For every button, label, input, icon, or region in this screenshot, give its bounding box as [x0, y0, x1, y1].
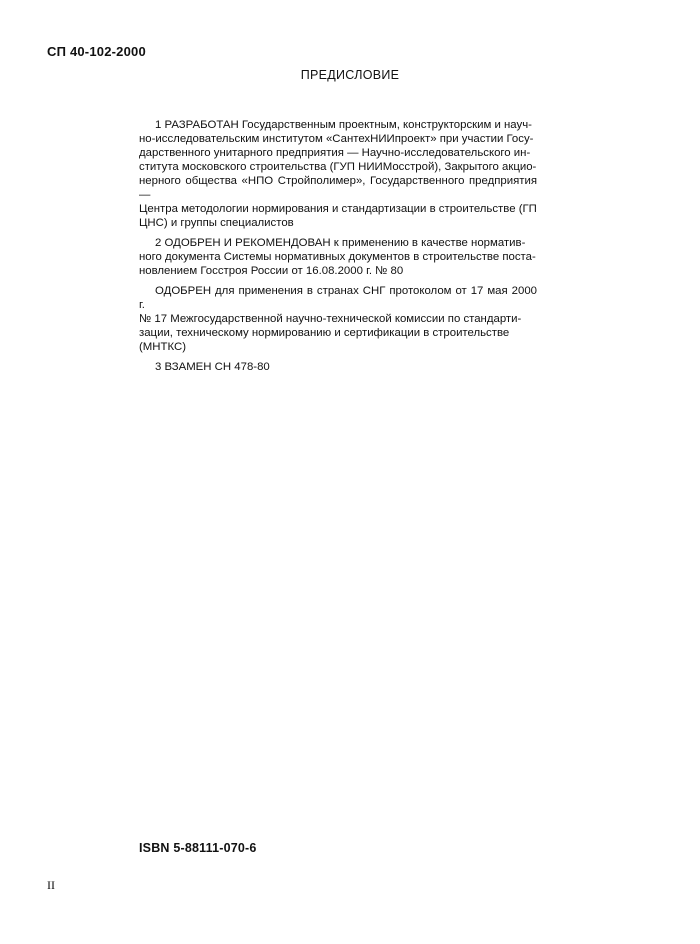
text-line: дарственного унитарного предприятия — Научно-исследовательского ин-	[139, 147, 531, 159]
text-line: 2 ОДОБРЕН И РЕКОМЕНДОВАН к применению в качестве норматив-	[155, 237, 526, 249]
isbn: ISBN 5-88111-070-6	[139, 841, 257, 855]
text-line: нерного общества «НПО Стройполимер», Государственного предприятия —	[139, 175, 537, 201]
text-line: № 17 Межгосударственной научно-технической комиссии по стандарти-	[139, 313, 522, 325]
text-line: но-исследовательским институтом «СантехНИИпроект» при участии Госу-	[139, 133, 534, 145]
paragraph-replaces	[139, 360, 537, 374]
paragraph-developed	[139, 118, 537, 230]
text-line: ного документа Системы нормативных документов в строительстве поста-	[139, 251, 536, 263]
text-line: ОДОБРЕН для применения в странах СНГ протоколом от 17 мая 2000 г.	[139, 285, 537, 311]
text-line: 3 ВЗАМЕН СН 478-80	[155, 361, 270, 373]
text-line: ЦНС) и группы специалистов	[139, 217, 294, 229]
text-line: (МНТКС)	[139, 341, 186, 353]
text-line: зации, техническому нормированию и сертификации в строительстве	[139, 327, 510, 339]
text-line: Центра методологии нормирования и стандартизации в строительстве (ГП	[139, 203, 537, 215]
text-line: 1 РАЗРАБОТАН Государственным проектным, конструкторским и науч-	[155, 119, 532, 131]
text-line: ститута московского строительства (ГУП НИИМосстрой), Закрытого акцио-	[139, 161, 537, 173]
page-number: II	[47, 878, 55, 892]
paragraph-cis-approval	[139, 284, 537, 354]
text-line: новлением Госстроя России от 16.08.2000 г. № 80	[139, 265, 404, 277]
page-title: ПРЕДИСЛОВИЕ	[300, 68, 400, 82]
preface-body	[139, 118, 537, 380]
document-code: СП 40-102-2000	[47, 44, 146, 59]
paragraph-approved	[139, 236, 537, 278]
